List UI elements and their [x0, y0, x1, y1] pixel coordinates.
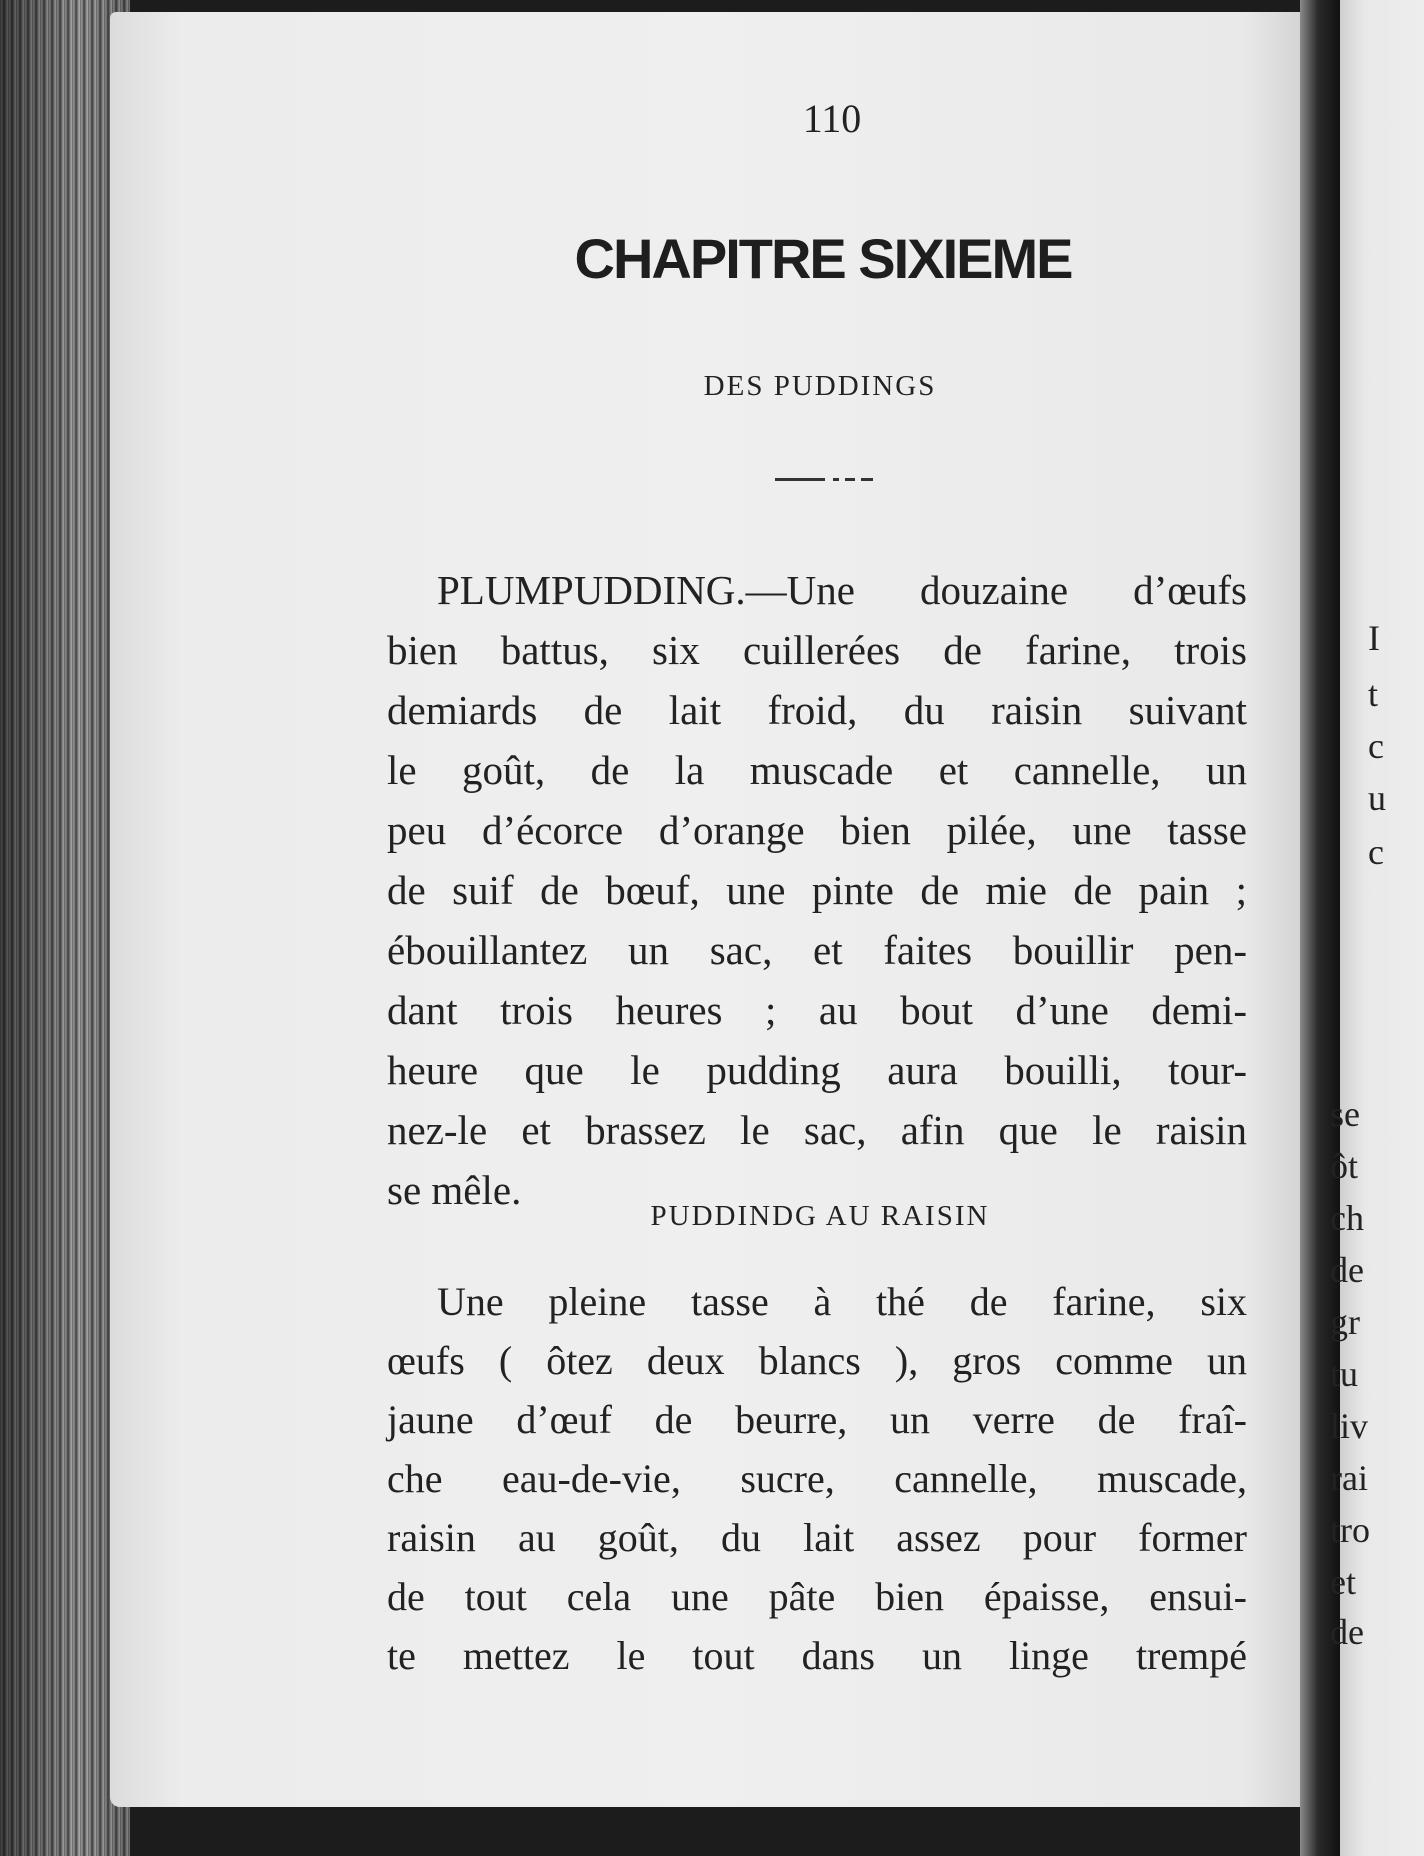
next-page-text: rai: [1330, 1458, 1368, 1498]
recipe-title: PUDDINDG AU RAISIN: [650, 1200, 990, 1232]
text-line: PLUMPUDDING.—Une douzaine d’œufs: [437, 567, 1247, 613]
text-line: bien battus, six cuillerées de farine, trois: [387, 627, 1247, 673]
recipe-plumpudding: [387, 560, 1247, 1220]
next-page-text: u: [1368, 778, 1386, 818]
text-line: dant trois heures ; au bout d’une demi-: [387, 987, 1247, 1033]
text-line: le goût, de la muscade et cannelle, un: [387, 747, 1247, 793]
text-line: Une pleine tasse à thé de farine, six: [437, 1279, 1247, 1324]
text-line: heure que le pudding aura bouilli, tour-: [387, 1047, 1247, 1093]
recipe-pudding-raisin: [387, 1272, 1247, 1685]
text-line: demiards de lait froid, du raisin suivant: [387, 687, 1247, 733]
next-page-text: ch: [1330, 1198, 1364, 1238]
next-page-text: liv: [1330, 1406, 1369, 1446]
text-line: œufs ( ôtez deux blancs ), gros comme un: [387, 1338, 1247, 1383]
next-page-text: c: [1368, 832, 1384, 872]
next-page-text: de: [1330, 1612, 1364, 1652]
text-line: de tout cela une pâte bien épaisse, ensui-: [387, 1574, 1247, 1619]
next-page-text: de: [1330, 1250, 1364, 1290]
next-page-text: se: [1330, 1094, 1360, 1134]
page-number: 110: [802, 96, 862, 141]
text-line: de suif de bœuf, une pinte de mie de pain ;: [387, 867, 1247, 913]
text-line: che eau-de-vie, sucre, cannelle, muscade,: [387, 1456, 1247, 1501]
ornament-divider: [775, 478, 873, 482]
next-page-text: tro: [1330, 1510, 1370, 1550]
next-page-text: et: [1330, 1562, 1356, 1602]
chapter-title: CHAPITRE SIXIEME: [574, 227, 1072, 290]
next-page-text: ôt: [1330, 1146, 1359, 1186]
text-line: raisin au goût, du lait assez pour former: [387, 1515, 1247, 1560]
section-title: DES PUDDINGS: [703, 370, 937, 402]
text-line: te mettez le tout dans un linge trempé: [387, 1633, 1247, 1678]
next-page-text: tu: [1330, 1354, 1359, 1394]
text-line: nez-le et brassez le sac, afin que le raisin: [387, 1107, 1247, 1153]
next-page-text: gr: [1330, 1302, 1360, 1342]
next-page-text: t: [1368, 674, 1379, 714]
next-page-text: I: [1368, 618, 1380, 658]
text-line: ébouillantez un sac, et faites bouillir pen-: [387, 927, 1247, 973]
text-line: peu d’écorce d’orange bien pilée, une tasse: [387, 807, 1247, 853]
text-line: jaune d’œuf de beurre, un verre de fraî-: [387, 1397, 1247, 1442]
text-line: se mêle.: [387, 1167, 522, 1213]
next-page-text: c: [1368, 726, 1384, 766]
